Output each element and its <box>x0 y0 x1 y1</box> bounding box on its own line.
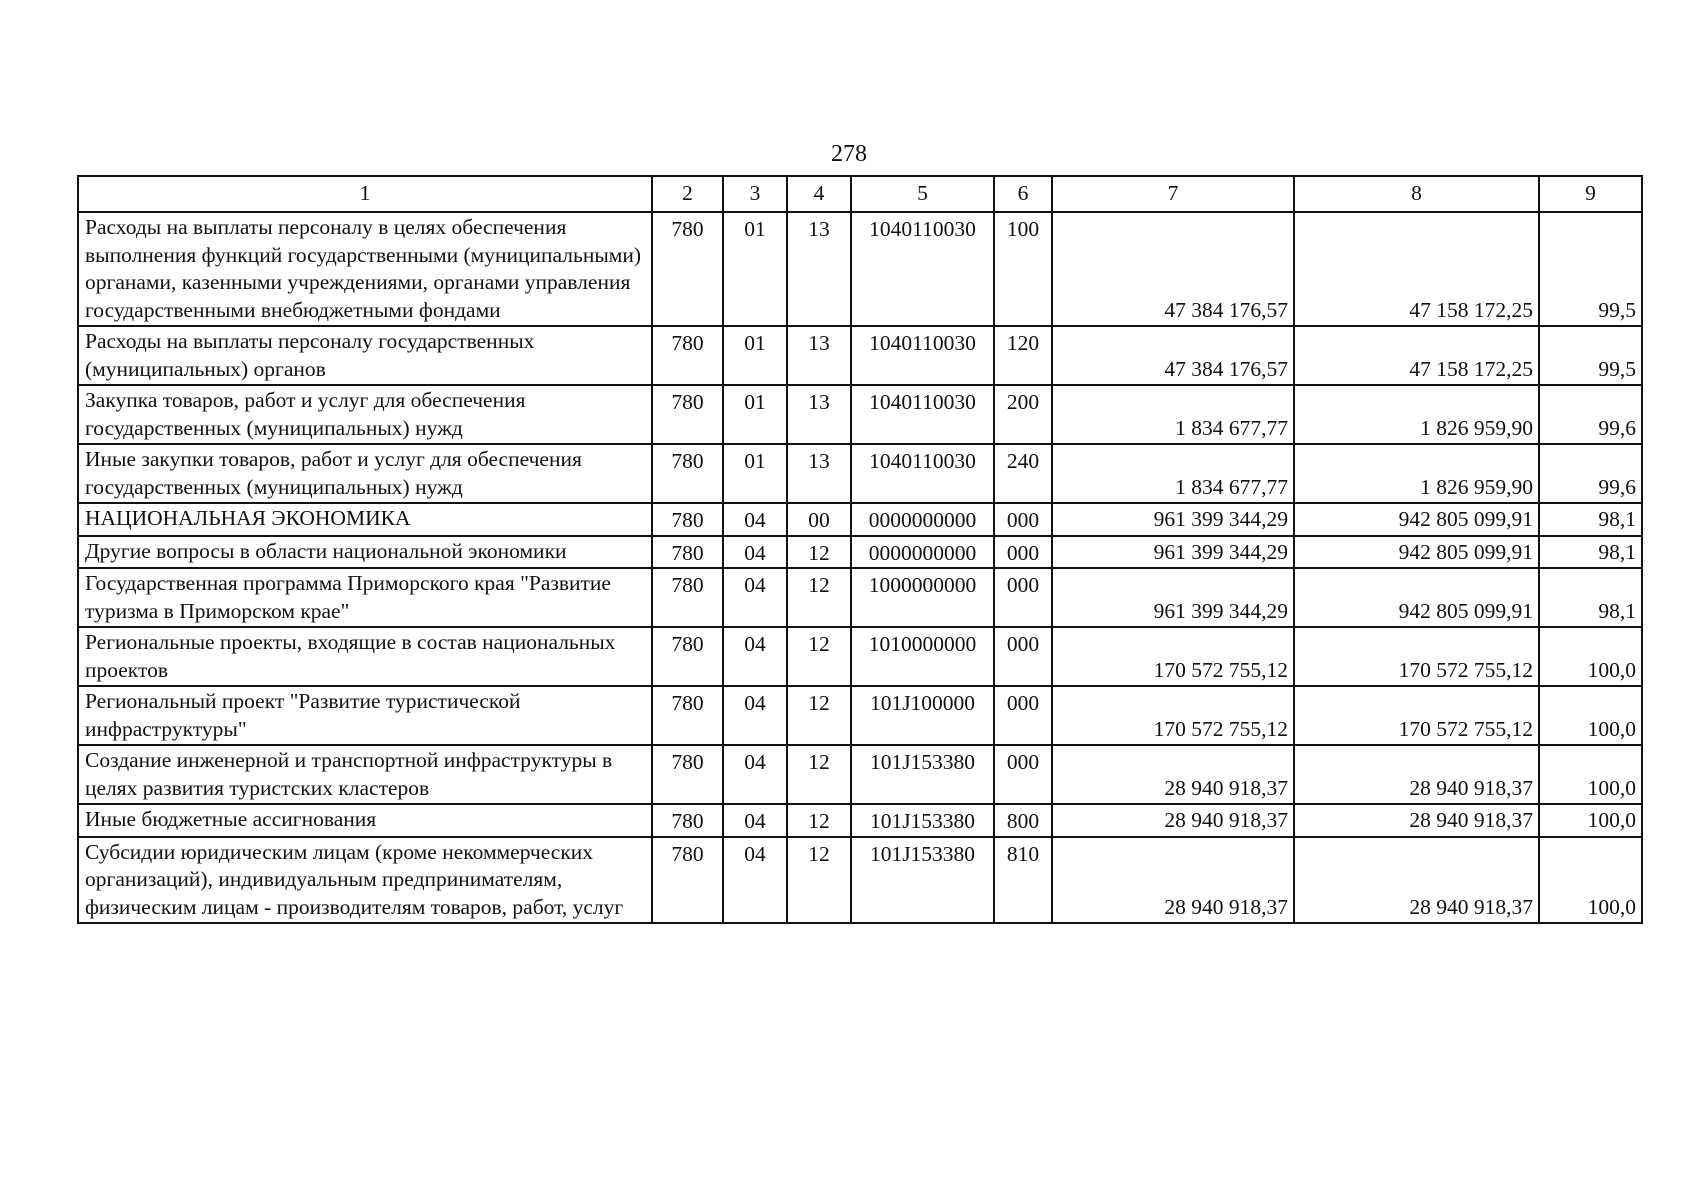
expense-type-code: 000 <box>994 536 1052 569</box>
planned-amount: 170 572 755,12 <box>1052 686 1294 745</box>
expense-item-name: Региональный проект "Развитие туристической инфраструктуры" <box>78 686 652 745</box>
executed-amount: 28 940 918,37 <box>1294 745 1539 804</box>
department-code: 780 <box>652 385 723 444</box>
target-article-code: 1010000000 <box>851 627 994 686</box>
expense-item-name: Создание инженерной и транспортной инфраструктуры в целях развития туристских кластеров <box>78 745 652 804</box>
executed-amount: 942 805 099,91 <box>1294 503 1539 536</box>
subsection-code: 00 <box>787 503 851 536</box>
table-row <box>78 503 1642 536</box>
expense-type-code: 120 <box>994 326 1052 385</box>
subsection-code: 13 <box>787 385 851 444</box>
expense-item-name: Иные бюджетные ассигнования <box>78 804 652 837</box>
executed-amount: 942 805 099,91 <box>1294 536 1539 569</box>
expense-item-name: Субсидии юридическим лицам (кроме некоммерческих организаций), индивидуальным предпринимателям, физическим лицам - производителям товаров, работ, услуг <box>78 837 652 924</box>
planned-amount: 47 384 176,57 <box>1052 326 1294 385</box>
subsection-code: 13 <box>787 326 851 385</box>
planned-amount: 28 940 918,37 <box>1052 837 1294 924</box>
department-code: 780 <box>652 503 723 536</box>
column-header: 6 <box>994 176 1052 212</box>
execution-percent: 99,6 <box>1539 385 1642 444</box>
table-row <box>78 837 1642 924</box>
table-row <box>78 627 1642 686</box>
department-code: 780 <box>652 536 723 569</box>
section-code: 04 <box>723 745 787 804</box>
section-code: 01 <box>723 212 787 326</box>
expense-type-code: 000 <box>994 568 1052 627</box>
column-header: 4 <box>787 176 851 212</box>
budget-table <box>77 175 1643 924</box>
expense-type-code: 240 <box>994 444 1052 503</box>
subsection-code: 12 <box>787 686 851 745</box>
subsection-code: 12 <box>787 536 851 569</box>
execution-percent: 98,1 <box>1539 503 1642 536</box>
department-code: 780 <box>652 627 723 686</box>
column-header: 5 <box>851 176 994 212</box>
page-number: 278 <box>831 141 867 167</box>
execution-percent: 100,0 <box>1539 627 1642 686</box>
execution-percent: 99,5 <box>1539 212 1642 326</box>
department-code: 780 <box>652 837 723 924</box>
subsection-code: 12 <box>787 804 851 837</box>
planned-amount: 961 399 344,29 <box>1052 536 1294 569</box>
subsection-code: 12 <box>787 627 851 686</box>
executed-amount: 28 940 918,37 <box>1294 804 1539 837</box>
department-code: 780 <box>652 745 723 804</box>
column-header: 1 <box>78 176 652 212</box>
expense-type-code: 200 <box>994 385 1052 444</box>
planned-amount: 961 399 344,29 <box>1052 568 1294 627</box>
expense-type-code: 000 <box>994 686 1052 745</box>
execution-percent: 98,1 <box>1539 568 1642 627</box>
section-code: 04 <box>723 837 787 924</box>
column-header: 2 <box>652 176 723 212</box>
section-code: 01 <box>723 385 787 444</box>
subsection-code: 12 <box>787 568 851 627</box>
section-code: 01 <box>723 326 787 385</box>
planned-amount: 1 834 677,77 <box>1052 444 1294 503</box>
executed-amount: 170 572 755,12 <box>1294 627 1539 686</box>
section-code: 04 <box>723 503 787 536</box>
executed-amount: 942 805 099,91 <box>1294 568 1539 627</box>
column-number-header-row <box>78 176 1642 212</box>
planned-amount: 1 834 677,77 <box>1052 385 1294 444</box>
department-code: 780 <box>652 326 723 385</box>
planned-amount: 28 940 918,37 <box>1052 804 1294 837</box>
execution-percent: 100,0 <box>1539 745 1642 804</box>
column-header: 7 <box>1052 176 1294 212</box>
execution-percent: 100,0 <box>1539 804 1642 837</box>
subsection-code: 12 <box>787 745 851 804</box>
target-article-code: 1040110030 <box>851 212 994 326</box>
executed-amount: 28 940 918,37 <box>1294 837 1539 924</box>
subsection-code: 12 <box>787 837 851 924</box>
planned-amount: 961 399 344,29 <box>1052 503 1294 536</box>
column-header: 8 <box>1294 176 1539 212</box>
target-article-code: 101J100000 <box>851 686 994 745</box>
planned-amount: 47 384 176,57 <box>1052 212 1294 326</box>
executed-amount: 47 158 172,25 <box>1294 326 1539 385</box>
execution-percent: 99,6 <box>1539 444 1642 503</box>
table-row <box>78 686 1642 745</box>
execution-percent: 99,5 <box>1539 326 1642 385</box>
target-article-code: 101J153380 <box>851 804 994 837</box>
section-code: 04 <box>723 568 787 627</box>
section-code: 04 <box>723 804 787 837</box>
expense-item-name: Государственная программа Приморского края "Развитие туризма в Приморском крае" <box>78 568 652 627</box>
table-row <box>78 745 1642 804</box>
expense-item-name: НАЦИОНАЛЬНАЯ ЭКОНОМИКА <box>78 503 652 536</box>
expense-type-code: 810 <box>994 837 1052 924</box>
table-row <box>78 444 1642 503</box>
expense-type-code: 800 <box>994 804 1052 837</box>
section-code: 01 <box>723 444 787 503</box>
department-code: 780 <box>652 444 723 503</box>
execution-percent: 98,1 <box>1539 536 1642 569</box>
expense-item-name: Другие вопросы в области национальной экономики <box>78 536 652 569</box>
executed-amount: 47 158 172,25 <box>1294 212 1539 326</box>
table-row <box>78 568 1642 627</box>
target-article-code: 101J153380 <box>851 745 994 804</box>
target-article-code: 101J153380 <box>851 837 994 924</box>
section-code: 04 <box>723 536 787 569</box>
section-code: 04 <box>723 686 787 745</box>
target-article-code: 1040110030 <box>851 326 994 385</box>
expense-item-name: Закупка товаров, работ и услуг для обеспечения государственных (муниципальных) нужд <box>78 385 652 444</box>
department-code: 780 <box>652 212 723 326</box>
department-code: 780 <box>652 686 723 745</box>
table-row <box>78 326 1642 385</box>
subsection-code: 13 <box>787 212 851 326</box>
planned-amount: 28 940 918,37 <box>1052 745 1294 804</box>
target-article-code: 1040110030 <box>851 444 994 503</box>
department-code: 780 <box>652 568 723 627</box>
target-article-code: 1000000000 <box>851 568 994 627</box>
target-article-code: 0000000000 <box>851 536 994 569</box>
table-row <box>78 804 1642 837</box>
section-code: 04 <box>723 627 787 686</box>
execution-percent: 100,0 <box>1539 686 1642 745</box>
expense-type-code: 100 <box>994 212 1052 326</box>
expense-type-code: 000 <box>994 503 1052 536</box>
expense-item-name: Иные закупки товаров, работ и услуг для обеспечения государственных (муниципальных) нужд <box>78 444 652 503</box>
expense-item-name: Региональные проекты, входящие в состав национальных проектов <box>78 627 652 686</box>
subsection-code: 13 <box>787 444 851 503</box>
expense-item-name: Расходы на выплаты персоналу государственных (муниципальных) органов <box>78 326 652 385</box>
target-article-code: 1040110030 <box>851 385 994 444</box>
executed-amount: 1 826 959,90 <box>1294 444 1539 503</box>
target-article-code: 0000000000 <box>851 503 994 536</box>
expense-item-name: Расходы на выплаты персоналу в целях обеспечения выполнения функций государственными (муниципальными) органами, казенными учреждениями, органами управления государственными внебюджетными фондами <box>78 212 652 326</box>
table-row <box>78 212 1642 326</box>
expense-type-code: 000 <box>994 627 1052 686</box>
table-row <box>78 385 1642 444</box>
table-row <box>78 536 1642 569</box>
executed-amount: 1 826 959,90 <box>1294 385 1539 444</box>
department-code: 780 <box>652 804 723 837</box>
expense-type-code: 000 <box>994 745 1052 804</box>
planned-amount: 170 572 755,12 <box>1052 627 1294 686</box>
column-header: 9 <box>1539 176 1642 212</box>
execution-percent: 100,0 <box>1539 837 1642 924</box>
executed-amount: 170 572 755,12 <box>1294 686 1539 745</box>
column-header: 3 <box>723 176 787 212</box>
